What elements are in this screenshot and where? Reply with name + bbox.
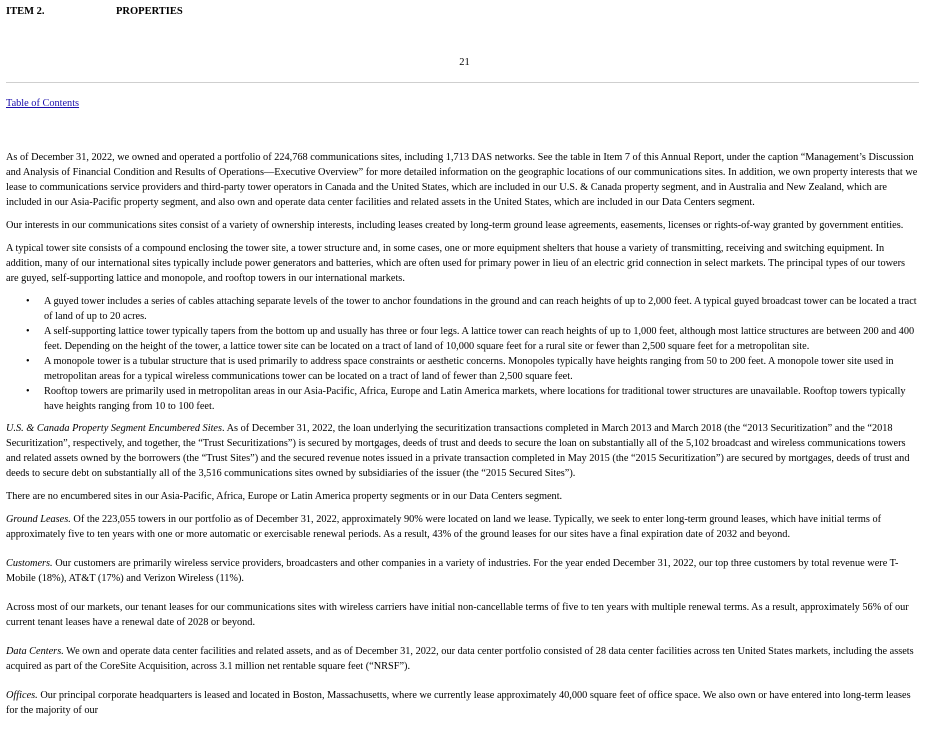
page-divider (6, 82, 919, 83)
list-item: • Rooftop towers are primarily used in metropolitan areas in our Asia-Pacific, Africa, Europe and Latin America markets, where locations for traditional tower structures are unavailable. Rooftop towers typically have heights ranging from 10 to 100 feet. (26, 386, 906, 412)
paragraph-encumbered-sites: U.S. & Canada Property Segment Encumbered Sites. As of December 31, 2022, the loan underlying the securitization transactions completed in March 2013 and March 2018 (the “2013 Securitization” and the “2018 Securitization”, respectively, and together, the “Trust Securitizations”) is secured by mortgages, deeds of trust and deeds to secure the loan on substantially all of the 5,102 broadcast and wireless communications towers and related assets owned by the borrowers (the “Trust Sites”) and the secured revenue notes issued in a private transaction completed in May 2015 (the “2015 Securitization”) are secured by mortgages, deeds of trust and deeds to secure debt on substantially all of the 3,516 communications sites owned by subsidiaries of the issuer (the “2015 Secured Sites”). (6, 423, 910, 479)
list-item: • A guyed tower includes a series of cables attaching separate levels of the tower to anchor foundations in the ground and can reach heights of up to 2,000 feet. A typical guyed broadcast tower can be located a tract of land of up to 20 acres. (26, 296, 917, 322)
paragraph-no-encumbered: There are no encumbered sites in our Asia-Pacific, Africa, Europe or Latin America property segments or in our Data Centers segment. (6, 491, 563, 502)
item-heading (6, 4, 183, 19)
encumbered-sites-heading: U.S. & Canada Property Segment Encumbered Sites (6, 423, 223, 434)
paragraph-tower-site: A typical tower site consists of a compound enclosing the tower site, a tower structure and, in some cases, one or more equipment shelters that house a variety of transmitting, receiving and switching equipment. In addition, many of our international sites typically include power generators and batteries, which are often used for primary power in lieu of an electric grid connection in select markets. The principal types of our towers are guyed, self-supporting lattice and monopole, and rooftop towers in our international markets. (6, 243, 906, 284)
bullet-icon: • (26, 296, 30, 307)
offices-heading: Offices. (6, 690, 38, 701)
item-number: ITEM 2. (6, 6, 45, 17)
ground-leases-heading: Ground Leases. (6, 514, 71, 525)
bullet-icon: • (26, 356, 30, 367)
paragraph-customers: Customers. Our customers are primarily wireless service providers, broadcasters and other companies in a variety of industries. For the year ended December 31, 2022, our top three customers by total revenue were T-Mobile (18%), AT&T (17%) and Verizon Wireless (11%). (6, 558, 899, 584)
item-title: PROPERTIES (116, 6, 183, 17)
list-item: • A self-supporting lattice tower typically tapers from the bottom up and usually has three or four legs. A lattice tower can reach heights of up to 1,000 feet, although most lattice structures are between 200 and 400 feet. Depending on the height of the tower, a lattice tower site can be located on a tract of land of 10,000 square feet for a rural site or fewer than 2,500 square feet for a metropolitan site. (26, 326, 915, 352)
bullet-icon: • (26, 386, 30, 397)
paragraph-offices: Offices. Our principal corporate headquarters is leased and located in Boston, Massachusetts, where we currently lease approximately 40,000 square feet of office space. We also own or have entered into long-term leases for the majority of our (6, 690, 911, 716)
paragraph-tenant-leases: Across most of our markets, our tenant leases for our communications sites with wireless carriers have initial non-cancellable terms of five to ten years with multiple renewal terms. As a result, approximately 56% of our current tenant leases have a renewal date of 2028 or beyond. (6, 602, 909, 628)
customers-heading: Customers. (6, 558, 53, 569)
list-item: • A monopole tower is a tubular structure that is used primarily to address space constraints or aesthetic concerns. Monopoles typically have heights ranging from 50 to 200 feet. A monopole tower site used in metropolitan areas for a typical wireless communications tower can be located on a tract of land of fewer than 2,500 square feet. (26, 356, 894, 382)
bullet-icon: • (26, 326, 30, 337)
page-number: 21 (459, 57, 470, 68)
paragraph-ground-leases: Ground Leases. Of the 223,055 towers in our portfolio as of December 31, 2022, approximately 90% were located on land we lease. Typically, we seek to enter long-term ground leases, which have initial terms of approximately five to ten years with one or more automatic or exercisable renewal periods. As a result, 43% of the ground leases for our sites have a final expiration date of 2032 and beyond. (6, 514, 882, 540)
document-body (6, 150, 918, 726)
paragraph-portfolio: As of December 31, 2022, we owned and operated a portfolio of 224,768 communications sites, including 1,713 DAS networks. See the table in Item 7 of this Annual Report, under the caption “Management’s Discussion and Analysis of Financial Condition and Results of Operations—Executive Overview” for more detailed information on the geographic locations of our communications sites. In addition, we own property interests that we lease to communications service providers and third-party tower operators in Canada and the United States, which are included in our U.S. & Canada property segment, and in Australia and New Zealand, which are included in our Asia-Pacific property segment, and also own and operate data center facilities and related assets in the United States, which are included in our Data Centers segment. (6, 152, 918, 208)
paragraph-data-centers: Data Centers. We own and operate data center facilities and related assets, and as of December 31, 2022, our data center portfolio consisted of 28 data center facilities across ten United States markets, including the assets acquired as part of the CoreSite Acquisition, across 3.1 million net rentable square feet (“NRSF”). (6, 646, 914, 672)
tower-types-list (6, 294, 918, 414)
data-centers-heading: Data Centers. (6, 646, 64, 657)
table-of-contents-link[interactable]: Table of Contents (6, 98, 80, 109)
paragraph-ownership-interests: Our interests in our communications sites consist of a variety of ownership interests, including leases created by long-term ground lease agreements, easements, licenses or rights-of-way granted by government entities. (6, 220, 904, 231)
